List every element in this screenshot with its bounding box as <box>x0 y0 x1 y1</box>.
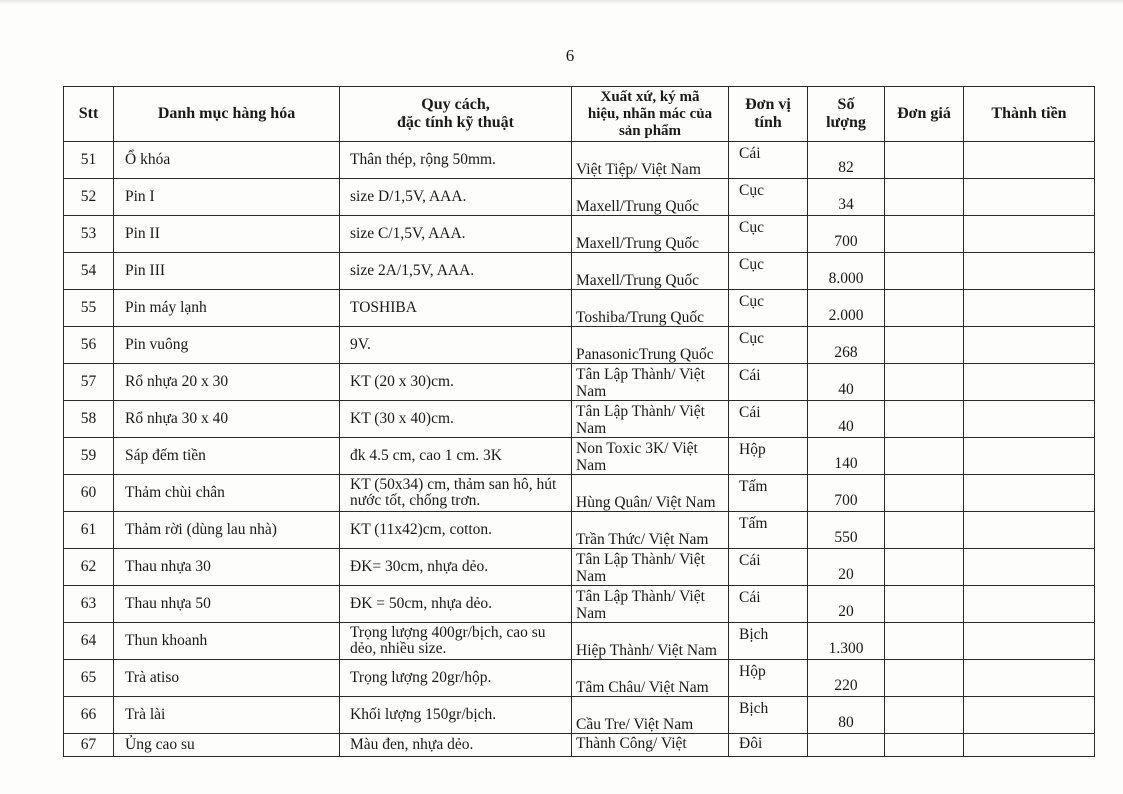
cell-total <box>964 475 1095 512</box>
table-row <box>64 142 1095 179</box>
header-spec <box>340 87 572 142</box>
cell-spec: ĐK = 50cm, nhựa dẻo. <box>340 586 572 623</box>
cell-quantity: 40 <box>808 364 885 401</box>
cell-origin: Tân Lập Thành/ Việt Nam <box>572 549 729 586</box>
cell-stt: 57 <box>64 364 114 401</box>
cell-item-name: Trà lài <box>114 697 340 734</box>
header-unit <box>729 87 808 142</box>
cell-quantity: 2.000 <box>808 290 885 327</box>
cell-spec: Trọng lượng 400gr/bịch, cao su dẻo, nhiều size. <box>340 623 572 660</box>
table-row <box>64 697 1095 734</box>
cell-unit-price <box>885 401 964 438</box>
header-origin-line3: sản phẩm <box>618 122 682 139</box>
cell-item-name: Pin máy lạnh <box>114 290 340 327</box>
cell-quantity <box>808 734 885 757</box>
cell-total <box>964 660 1095 697</box>
cell-spec: size C/1,5V, AAA. <box>340 216 572 253</box>
cell-unit-price <box>885 549 964 586</box>
cell-stt: 64 <box>64 623 114 660</box>
table-row <box>64 327 1095 364</box>
cell-stt: 59 <box>64 438 114 475</box>
cell-spec: size 2A/1,5V, AAA. <box>340 253 572 290</box>
cell-spec: KT (20 x 30)cm. <box>340 364 572 401</box>
cell-unit-price <box>885 734 964 757</box>
cell-total <box>964 290 1095 327</box>
cell-item-name: Thảm chùi chân <box>114 475 340 512</box>
cell-unit-price <box>885 512 964 549</box>
cell-total <box>964 364 1095 401</box>
cell-unit: Tấm <box>729 512 808 549</box>
cell-origin: Maxell/Trung Quốc <box>572 253 729 290</box>
cell-spec: Màu đen, nhựa dẻo. <box>340 734 572 757</box>
cell-stt: 62 <box>64 549 114 586</box>
cell-unit: Cục <box>729 290 808 327</box>
cell-stt: 60 <box>64 475 114 512</box>
header-spec-line1: Quy cách, <box>421 96 490 113</box>
cell-quantity: 82 <box>808 142 885 179</box>
cell-quantity: 268 <box>808 327 885 364</box>
cell-spec: size D/1,5V, AAA. <box>340 179 572 216</box>
cell-total <box>964 438 1095 475</box>
table-row <box>64 216 1095 253</box>
cell-spec: KT (50x34) cm, thảm san hô, hút nước tốt, chống trơn. <box>340 475 572 512</box>
cell-spec: TOSHIBA <box>340 290 572 327</box>
table-row <box>64 512 1095 549</box>
header-origin-line1: Xuất xứ, ký mã <box>600 88 700 105</box>
cell-item-name: Pin I <box>114 179 340 216</box>
cell-stt: 51 <box>64 142 114 179</box>
cell-spec: Thân thép, rộng 50mm. <box>340 142 572 179</box>
table-row <box>64 179 1095 216</box>
cell-spec: Khối lượng 150gr/bịch. <box>340 697 572 734</box>
cell-origin: Maxell/Trung Quốc <box>572 179 729 216</box>
cell-spec: đk 4.5 cm, cao 1 cm. 3K <box>340 438 572 475</box>
header-price: Đơn giá <box>885 87 964 142</box>
cell-stt: 55 <box>64 290 114 327</box>
cell-item-name: Trà atiso <box>114 660 340 697</box>
cell-item-name: Rổ nhựa 30 x 40 <box>114 401 340 438</box>
cell-quantity: 80 <box>808 697 885 734</box>
cell-stt: 58 <box>64 401 114 438</box>
cell-unit: Tấm <box>729 475 808 512</box>
cell-unit-price <box>885 660 964 697</box>
cell-unit-price <box>885 142 964 179</box>
cell-quantity: 34 <box>808 179 885 216</box>
cell-stt: 67 <box>64 734 114 757</box>
cell-unit-price <box>885 253 964 290</box>
cell-stt: 61 <box>64 512 114 549</box>
cell-stt: 66 <box>64 697 114 734</box>
cell-total <box>964 253 1095 290</box>
cell-item-name: Rổ nhựa 20 x 30 <box>114 364 340 401</box>
cell-unit: Đôi <box>729 734 808 757</box>
cell-origin: Tâm Châu/ Việt Nam <box>572 660 729 697</box>
header-name: Danh mục hàng hóa <box>114 87 340 142</box>
header-unit-line2: tính <box>754 114 782 131</box>
cell-stt: 63 <box>64 586 114 623</box>
cell-item-name: Sáp đếm tiền <box>114 438 340 475</box>
header-origin <box>572 87 729 142</box>
header-origin-line2: hiệu, nhãn mác của <box>587 105 713 122</box>
cell-spec: KT (11x42)cm, cotton. <box>340 512 572 549</box>
cell-unit: Cái <box>729 549 808 586</box>
cell-total <box>964 697 1095 734</box>
table-row <box>64 660 1095 697</box>
cell-unit: Cái <box>729 586 808 623</box>
cell-origin: Tân Lập Thành/ Việt Nam <box>572 401 729 438</box>
cell-item-name: Thau nhựa 50 <box>114 586 340 623</box>
cell-unit: Cái <box>729 364 808 401</box>
cell-unit-price <box>885 364 964 401</box>
cell-total <box>964 549 1095 586</box>
cell-unit-price <box>885 623 964 660</box>
cell-unit-price <box>885 438 964 475</box>
cell-total <box>964 142 1095 179</box>
cell-item-name: Thau nhựa 30 <box>114 549 340 586</box>
table-row <box>64 253 1095 290</box>
header-qty-line2: lượng <box>826 114 866 131</box>
cell-unit-price <box>885 216 964 253</box>
table-row <box>64 475 1095 512</box>
table-row <box>64 734 1095 757</box>
cell-spec: KT (30 x 40)cm. <box>340 401 572 438</box>
cell-total <box>964 512 1095 549</box>
cell-total <box>964 401 1095 438</box>
cell-stt: 54 <box>64 253 114 290</box>
cell-quantity: 40 <box>808 401 885 438</box>
header-row <box>64 87 1095 142</box>
cell-stt: 52 <box>64 179 114 216</box>
cell-item-name: Ổ khóa <box>114 142 340 179</box>
cell-unit-price <box>885 290 964 327</box>
cell-origin: PanasonicTrung Quốc <box>572 327 729 364</box>
table-row <box>64 401 1095 438</box>
cell-total <box>964 623 1095 660</box>
cell-unit-price <box>885 327 964 364</box>
cell-origin: Việt Tiệp/ Việt Nam <box>572 142 729 179</box>
cell-stt: 56 <box>64 327 114 364</box>
cell-origin: Trần Thức/ Việt Nam <box>572 512 729 549</box>
cell-unit: Cái <box>729 401 808 438</box>
cell-quantity: 20 <box>808 586 885 623</box>
table-row <box>64 623 1095 660</box>
header-unit-line1: Đơn vị <box>745 96 791 113</box>
header-stt: Stt <box>64 87 114 142</box>
header-qty <box>808 87 885 142</box>
header-total: Thành tiền <box>964 87 1095 142</box>
cell-origin: Non Toxic 3K/ Việt Nam <box>572 438 729 475</box>
cell-stt: 65 <box>64 660 114 697</box>
cell-unit: Hộp <box>729 660 808 697</box>
goods-table <box>63 86 1095 757</box>
cell-item-name: Ủng cao su <box>114 734 340 757</box>
cell-quantity: 8.000 <box>808 253 885 290</box>
cell-unit: Cục <box>729 216 808 253</box>
cell-total <box>964 216 1095 253</box>
cell-unit: Cục <box>729 253 808 290</box>
cell-origin: Hùng Quân/ Việt Nam <box>572 475 729 512</box>
cell-unit: Bịch <box>729 623 808 660</box>
table-row <box>64 549 1095 586</box>
cell-quantity: 20 <box>808 549 885 586</box>
cell-unit: Cái <box>729 142 808 179</box>
cell-spec: ĐK= 30cm, nhựa dẻo. <box>340 549 572 586</box>
cell-origin: Cầu Tre/ Việt Nam <box>572 697 729 734</box>
cell-quantity: 700 <box>808 216 885 253</box>
cell-origin: Toshiba/Trung Quốc <box>572 290 729 327</box>
table-row <box>64 290 1095 327</box>
cell-unit: Cục <box>729 327 808 364</box>
cell-quantity: 220 <box>808 660 885 697</box>
cell-total <box>964 734 1095 757</box>
cell-item-name: Thun khoanh <box>114 623 340 660</box>
cell-item-name: Pin III <box>114 253 340 290</box>
cell-unit-price <box>885 179 964 216</box>
page-number: 6 <box>565 46 575 65</box>
table-row <box>64 364 1095 401</box>
cell-origin: Hiệp Thành/ Việt Nam <box>572 623 729 660</box>
cell-item-name: Pin II <box>114 216 340 253</box>
header-qty-line1: Số <box>837 96 855 113</box>
cell-total <box>964 327 1095 364</box>
cell-origin: Thành Công/ Việt <box>572 734 729 757</box>
cell-total <box>964 179 1095 216</box>
cell-quantity: 140 <box>808 438 885 475</box>
cell-origin: Maxell/Trung Quốc <box>572 216 729 253</box>
cell-unit: Bịch <box>729 697 808 734</box>
table-row <box>64 438 1095 475</box>
cell-unit-price <box>885 586 964 623</box>
cell-stt: 53 <box>64 216 114 253</box>
cell-item-name: Thảm rời (dùng lau nhà) <box>114 512 340 549</box>
cell-unit-price <box>885 697 964 734</box>
cell-quantity: 550 <box>808 512 885 549</box>
cell-quantity: 700 <box>808 475 885 512</box>
cell-unit: Hộp <box>729 438 808 475</box>
cell-item-name: Pin vuông <box>114 327 340 364</box>
cell-unit: Cục <box>729 179 808 216</box>
header-spec-line2: đặc tính kỹ thuật <box>397 114 514 131</box>
scan-edge <box>0 0 1123 4</box>
cell-total <box>964 586 1095 623</box>
cell-spec: 9V. <box>340 327 572 364</box>
cell-origin: Tân Lập Thành/ Việt Nam <box>572 364 729 401</box>
cell-unit-price <box>885 475 964 512</box>
cell-origin: Tân Lập Thành/ Việt Nam <box>572 586 729 623</box>
table-row <box>64 586 1095 623</box>
cell-spec: Trọng lượng 20gr/hộp. <box>340 660 572 697</box>
cell-quantity: 1.300 <box>808 623 885 660</box>
